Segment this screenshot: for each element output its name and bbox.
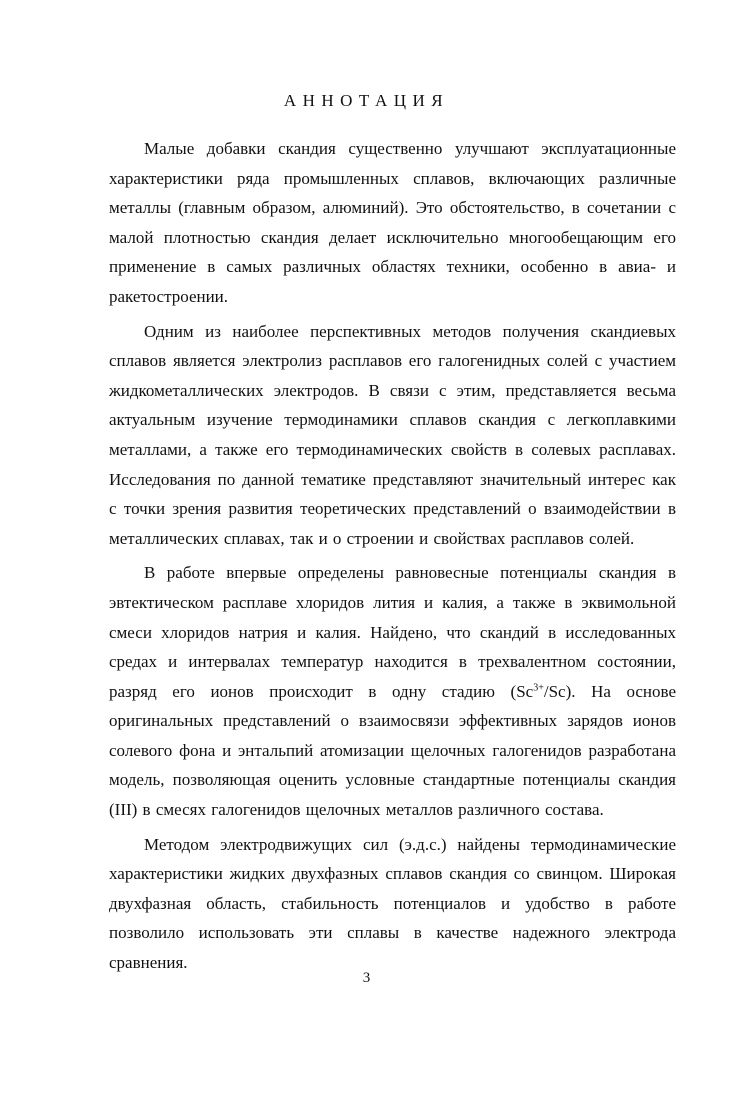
page-title: АННОТАЦИЯ — [283, 91, 450, 110]
paragraph-2: Одним из наиболее перспективных методов получения скандиевых сплавов является электролиз расплавов его галогенидных солей с участием жидкометаллических электродов. В связи с этим, представляется весьма актуальным изучение термодинамики сплавов скандия с легкоплавкими металлами, а также его термодинамических свойств в солевых расплавах. Исследования по данной тематике представляют значительный интерес как с точки зрения развития теоретических представлений о взаимодействии в металлических сплавах, так и о строении и свойствах расплавов солей. — [109, 321, 676, 548]
annotation-body — [109, 134, 676, 983]
paragraph-3 — [109, 558, 676, 824]
paragraph-3-text-after: /Sc). На основе оригинальных представлений о взаимосвязи эффективных зарядов ионов солевого фона и энтальпий атомизации щелочных галогенидов разработана модель, позволяющая оценить условные стандартные потенциалы скандия (III) в смесях галогенидов щелочных металлов различного состава. — [109, 681, 676, 820]
scandium-charge-superscript: 3+ — [533, 682, 544, 694]
paragraph-3-text-before: В работе впервые определены равновесные потенциалы скандия в эвтектическом расплаве хлоридов лития и калия, а также в эквимольной смеси хлоридов натрия и калия. Найдено, что скандий в исследованных средах и интервалах температур находится в трехвалентном состоянии, разряд его ионов происходит в одну стадию (Sc — [109, 563, 676, 701]
paragraph-4: Методом электродвижущих сил (э.д.с.) найдены термодинамические характеристики жидких двухфазных сплавов скандия со свинцом. Широкая двухфазная область, стабильность потенциалов и удобство в работе позволило использовать эти сплавы в качестве надежного электрода сравнения. — [109, 834, 676, 973]
paragraph-1: Малые добавки скандия существенно улучшают эксплуатационные характеристики ряда промышленных сплавов, включающих различные металлы (главным образом, алюминий). Это обстоятельство, в сочетании с малой плотностью скандия делает исключительно многообещающим его применение в самых различных областях техники, особенно в авиа- и ракетостроении. — [109, 139, 676, 306]
page-number: 3 — [362, 970, 371, 986]
